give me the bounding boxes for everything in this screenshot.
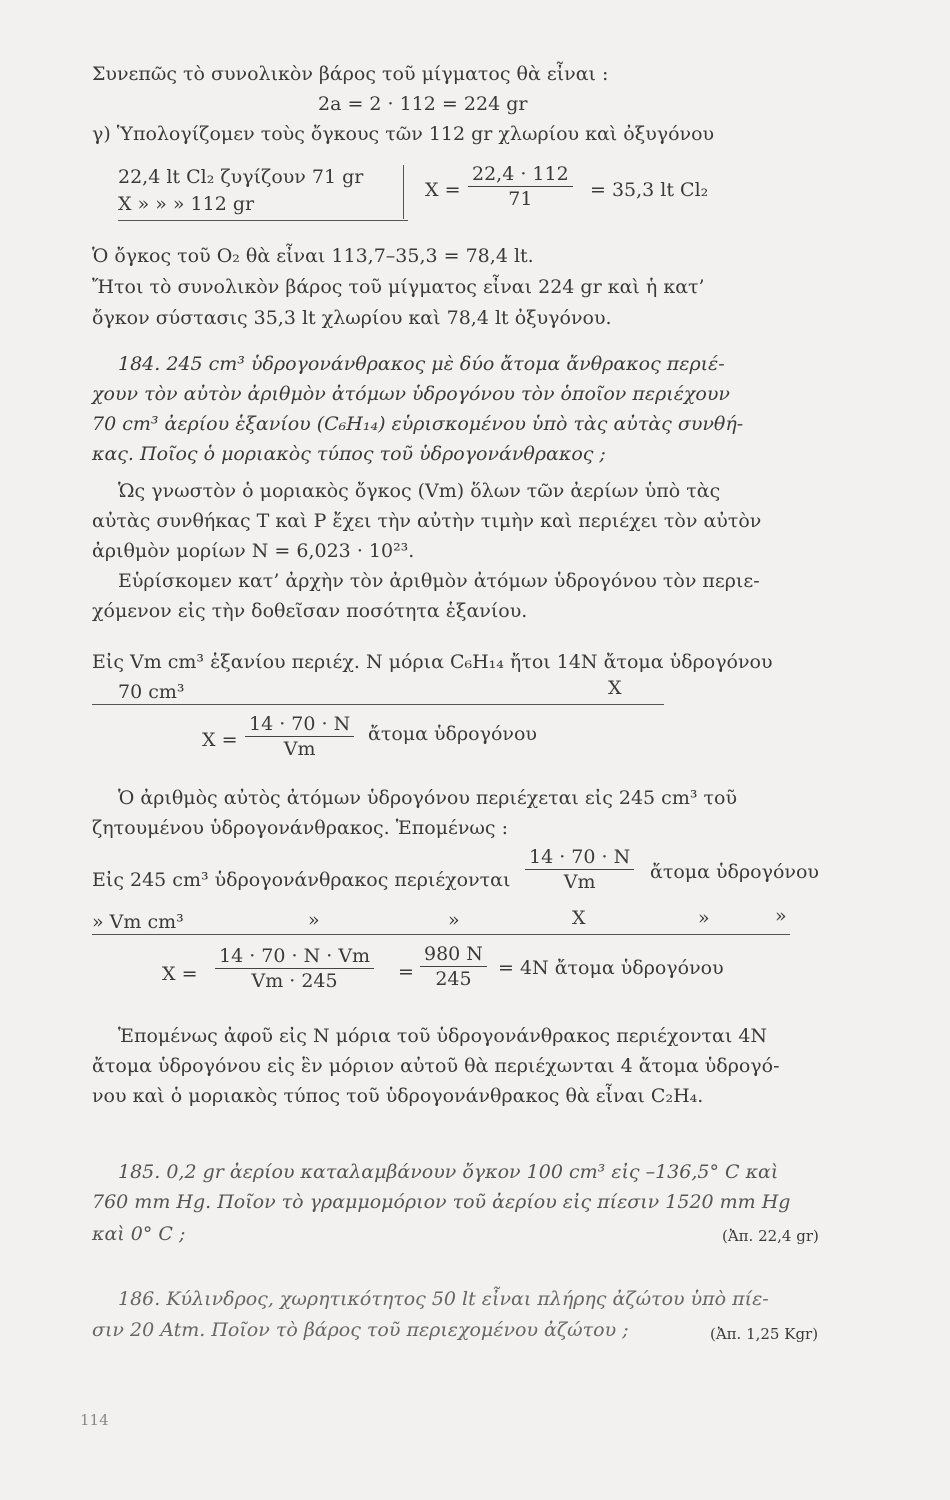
answer-185: (Ἀπ. 22,4 gr)	[722, 1227, 819, 1245]
text-line: Ὁ ἀριθμὸς αὐτὸς ἀτόμων ὑδρογόνου περιέχεται εἰς 245 cm³ τοῦ	[118, 787, 737, 809]
text-line: Ἑπομένως ἀφοῦ εἰς N μόρια τοῦ ὑδρογονάνθρακος περιέχονται 4N	[118, 1025, 768, 1047]
text-line: Ἤτοι τὸ συνολικὸν βάρος τοῦ μίγματος εἶναι 224 gr καὶ ἡ κατ’	[92, 276, 705, 298]
proportion-line: Εἰς Vm cm³ ἑξανίου περιέχ. N μόρια C₆H₁₄ ἤτοι 14N ἄτομα ὑδρογόνου	[92, 651, 773, 673]
problem-185: 185. 0,2 gr ἀερίου καταλαμβάνουν ὄγκον 100 cm³ εἰς –136,5° C καὶ	[118, 1161, 779, 1183]
text-line: ἄτομα ὑδρογόνου εἰς ἓν μόριον αὐτοῦ θὰ περιέχωνται 4 ἄτομα ὑδρογό-	[92, 1055, 780, 1077]
text-line: ἀριθμὸν μορίων N = 6,023 · 10²³.	[92, 540, 415, 562]
problem-184: 184. 245 cm³ ὑδρογονάνθρακος μὲ δύο ἄτομα ἄνθρακος περιέ-	[118, 353, 725, 375]
equation-result: ἄτομα ὑδρογόνου	[368, 723, 537, 745]
problem-184: κας. Ποῖος ὁ μοριακὸς τύπος τοῦ ὑδρογονάνθρακος ;	[92, 443, 606, 465]
text-line: Συνεπῶς τὸ συνολικὸν βάρος τοῦ μίγματος θὰ εἶναι :	[92, 63, 609, 85]
proportion-line: Εἰς 245 cm³ ὑδρογονάνθρακος περιέχονται	[92, 869, 511, 891]
text-line: Ὡς γνωστὸν ὁ μοριακὸς ὄγκος (Vm) ὅλων τῶν ἀερίων ὑπὸ τὰς	[118, 480, 721, 502]
proportion-line: »	[308, 909, 320, 931]
problem-185: 760 mm Hg. Ποῖον τὸ γραμμομόριον τοῦ ἀερίου εἰς πίεσιν 1520 mm Hg	[92, 1191, 791, 1213]
problem-186: 186. Κύλινδρος, χωρητικότητος 50 lt εἶναι πλήρης ἀζώτου ὑπὸ πίε-	[118, 1288, 769, 1310]
equation-lhs: X =	[202, 729, 238, 751]
text-line: χόμενον εἰς τὴν δοθεῖσαν ποσότητα ἑξανίου.	[92, 600, 528, 622]
text-line: νου καὶ ὁ μοριακὸς τύπος τοῦ ὑδρογονάνθρακος θὰ εἶναι C₂H₄.	[92, 1085, 704, 1107]
proportion-line: »	[448, 909, 460, 931]
equation-line: 2a = 2 · 112 = 224 gr	[318, 93, 528, 115]
problem-184: χουν τὸν αὐτὸν ἀριθμὸν ἀτόμων ὑδρογόνου τὸν ὁποῖον περιέχουν	[92, 383, 730, 405]
proportion-rule	[118, 220, 408, 221]
proportion-line: X	[572, 907, 586, 929]
text-line: ζητουμένου ὑδρογονάνθρακος. Ἑπομένως :	[92, 817, 508, 839]
problem-186: σιν 20 Atm. Ποῖον τὸ βάρος τοῦ περιεχομένου ἀζώτου ;	[92, 1319, 629, 1341]
proportion-line: » Vm cm³	[92, 911, 184, 933]
text-line: Εὑρίσκομεν κατ’ ἀρχὴν τὸν ἀριθμὸν ἀτόμων ὑδρογόνου τὸν περιε-	[118, 570, 760, 592]
proportion-line: ἄτομα ὑδρογόνου	[650, 861, 819, 883]
denominator: Vm	[283, 738, 316, 760]
equation-sign: =	[398, 961, 414, 983]
proportion-rule	[92, 704, 664, 705]
equation-lhs: X =	[425, 179, 461, 201]
problem-185: καὶ 0° C ;	[92, 1223, 186, 1245]
denominator: Vm · 245	[251, 970, 338, 992]
proportion-line: X	[608, 677, 622, 699]
numerator: 22,4 · 112	[468, 162, 573, 187]
page-number: 114	[80, 1411, 109, 1429]
proportion-line: 70 cm³	[118, 681, 185, 703]
fraction	[468, 162, 573, 211]
proportion-rule	[92, 934, 790, 935]
fraction	[420, 942, 487, 991]
numerator: 14 · 70 · N · Vm	[215, 944, 374, 969]
text-line: γ) Ὑπολογίζομεν τοὺς ὄγκους τῶν 112 gr χλωρίου καὶ ὀξυγόνου	[92, 123, 715, 145]
fraction	[215, 944, 374, 993]
problem-184: 70 cm³ ἀερίου ἑξανίου (C₆H₁₄) εὑρισκομένου ὑπὸ τὰς αὐτὰς συνθή-	[92, 413, 744, 435]
equation-lhs: X =	[162, 963, 198, 985]
proportion-separator	[403, 165, 404, 219]
text-line: ὄγκον σύστασις 35,3 lt χλωρίου καὶ 78,4 lt ὀξυγόνου.	[92, 307, 612, 329]
proportion-line: 22,4 lt Cl₂ ζυγίζουν 71 gr	[118, 166, 364, 188]
proportion-line: »	[698, 907, 710, 929]
proportion-line: X » » » 112 gr	[118, 193, 255, 215]
fraction	[245, 712, 354, 761]
fraction	[525, 845, 634, 894]
proportion-line: »	[775, 905, 787, 927]
denominator: 71	[508, 188, 533, 210]
text-line: αὐτὰς συνθήκας T καὶ P ἔχει τὴν αὐτὴν τιμὴν καὶ περιέχει τὸν αὐτὸν	[92, 510, 762, 532]
equation-result: = 35,3 lt Cl₂	[590, 179, 709, 201]
text-line: Ὁ ὄγκος τοῦ O₂ θὰ εἶναι 113,7–35,3 = 78,4 lt.	[92, 245, 534, 267]
numerator: 980 N	[420, 942, 487, 967]
answer-186: (Ἀπ. 1,25 Kgr)	[710, 1325, 819, 1343]
equation-result: = 4N ἄτομα ὑδρογόνου	[498, 957, 724, 979]
denominator: 245	[435, 968, 472, 990]
denominator: Vm	[563, 871, 596, 893]
numerator: 14 · 70 · N	[525, 845, 634, 870]
numerator: 14 · 70 · N	[245, 712, 354, 737]
